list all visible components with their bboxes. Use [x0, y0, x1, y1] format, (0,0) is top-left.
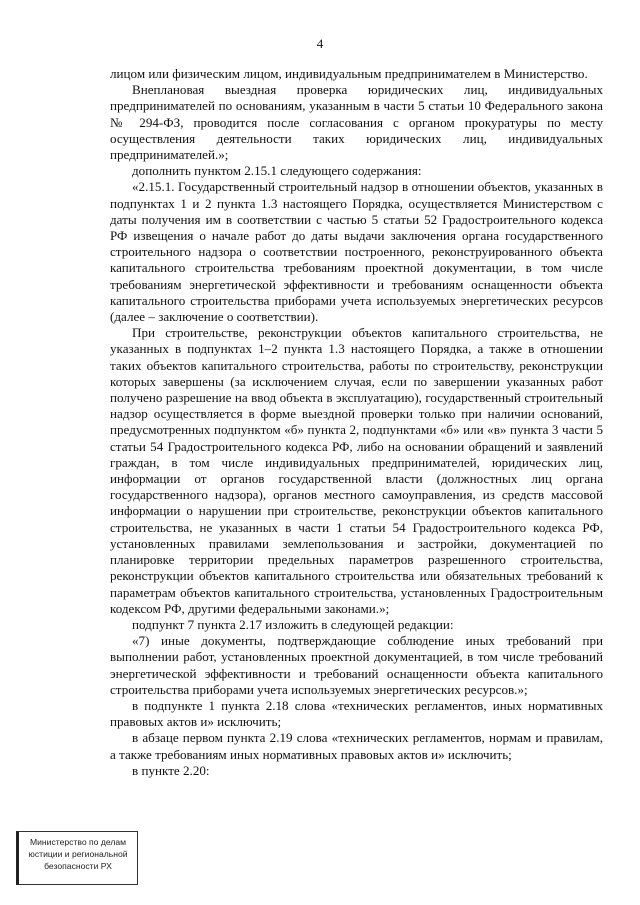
paragraph: «7) иные документы, подтверждающие соблюдение иных требований при выполнении работ, установленных проектной документацией, в том числе требований энергетической эффективности и требований оснащенности объекта капитального строительства приборами учета используемых энергетических ресурсов.»;	[110, 633, 603, 697]
paragraph: в абзаце первом пункта 2.19 слова «технических регламентов, нормам и правилам, а также требованиям иных нормативных правовых актов и» исключить;	[110, 730, 603, 762]
paragraph: лицом или физическим лицом, индивидуальным предпринимателем в Министерство.	[110, 66, 588, 81]
document-body	[110, 66, 603, 779]
paragraph: дополнить пунктом 2.15.1 следующего содержания:	[132, 163, 422, 179]
stamp-line: Министерство по делам	[29, 837, 127, 847]
paragraph: При строительстве, реконструкции объектов капитального строительства, не указанных в подпунктах 1–2 пункта 1.3 настоящего Порядка, а также в отношении таких объектов капитального строительства, работы по строительству, реконструкции которых завершены (за исключением случая, если по завершении указанных работ получено разрешение на ввод объекта в эксплуатацию), государственный строительный надзор осуществляется в форме выездной проверки только при наличии оснований, предусмотренных подпунктом «б» пункта 2, подпунктами «б» или «в» пункта 3 части 5 статьи 54 Градостроительного кодекса РФ, либо на основании обращений и заявлений граждан, в том числе индивидуальных предпринимателей, юридических лиц, информации от органов государственной власти (должностных лиц органа государственного надзора), органов местного самоуправления, из средств массовой информации о нарушении при строительстве, реконструкции объектов капитального строительства, не указанных в части 1 статьи 54 Градостроительного кодекса РФ, установленных правилами землепользования и застройки, документацией по планировке территории предельных параметров разрешенного строительства, реконструкции объектов капитального строительства или обязательных требований к параметрам объектов капитального строительства, установленных Градостроительным кодексом РФ, другими федеральными законами.»;	[110, 325, 603, 616]
paragraph: Внеплановая выездная проверка юридических лиц, индивидуальных предпринимателей по основаниям, указанным в части 5 статьи 10 Федерального закона № 294-ФЗ, проводится после согласования с органом прокуратуры по месту осуществления деятельности таких юридических лиц, индивидуальных предпринимателей.»;	[110, 82, 603, 163]
paragraph: подпункт 7 пункта 2.17 изложить в следующей редакции:	[132, 616, 454, 632]
stamp-line: безопасности РХ	[44, 861, 112, 871]
paragraph: «2.15.1. Государственный строительный надзор в отношении объектов, указанных в подпунктах 1 и 2 пункта 1.3 настоящего Порядка, осуществляется Министерством с даты получения им в соответствии с частью 5 статьи 52 Градостроительного кодекса РФ извещения о начале работ до даты выдачи заключения органа государственного строительного надзора о соответствии построенного, реконструированного объекта капитального строительства требованиям проектной документации, в том числе требованиям энергетической эффективности и требованиям оснащенности объекта капитального строительства приборами учета используемых энергетических ресурсов (далее – заключение о соответствии).	[110, 179, 603, 325]
paragraph: в пункте 2.20:	[132, 762, 210, 778]
ministry-stamp	[16, 831, 138, 885]
page-number: 4	[316, 36, 324, 51]
stamp-line: юстиции и региональной	[28, 849, 128, 859]
paragraph: в подпункте 1 пункта 2.18 слова «технических регламентов, иных нормативных правовых актов и» исключить;	[110, 697, 603, 730]
